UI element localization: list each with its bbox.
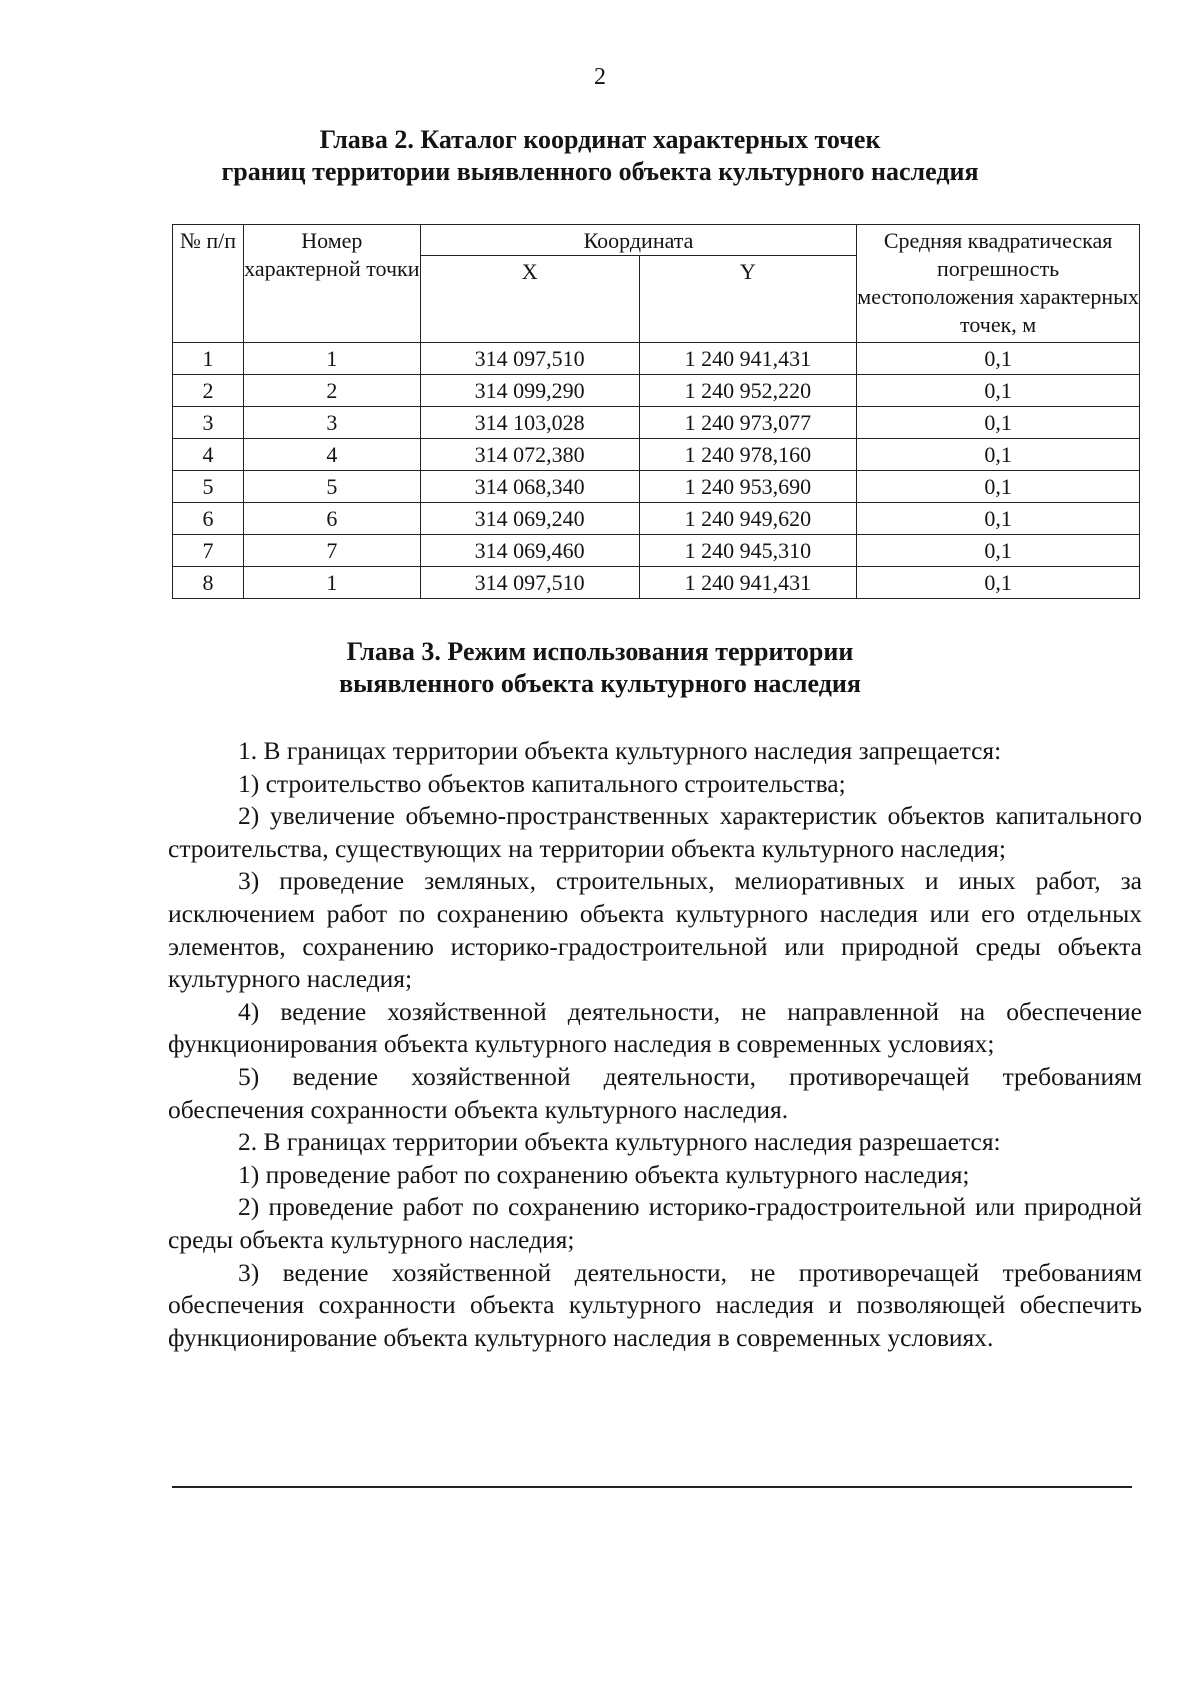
cell-x: 314 097,510: [420, 343, 639, 375]
header-y: Y: [639, 256, 857, 343]
closing-rule: [172, 1486, 1132, 1488]
cell-point: 3: [243, 407, 420, 439]
paragraph: 5) ведение хозяйственной деятельности, противоречащей требованиям обеспечения сохранности объекта культурного наследия.: [168, 1061, 1142, 1124]
cell-number: 6: [173, 503, 244, 535]
cell-point: 2: [243, 375, 420, 407]
cell-point: 1: [243, 343, 420, 375]
table-row: [173, 375, 1140, 407]
page-number: 2: [594, 64, 606, 90]
cell-x: 314 069,460: [420, 535, 639, 567]
paragraph: 4) ведение хозяйственной деятельности, не направленной на обеспечение функционирования объекта культурного наследия в современных условиях;: [168, 996, 1142, 1059]
paragraph: 3) ведение хозяйственной деятельности, не противоречащей требованиям обеспечения сохранности объекта культурного наследия и позволяющей обеспечить функционирование объекта культурного наследия в современных условиях.: [168, 1257, 1142, 1352]
table-row: [173, 407, 1140, 439]
paragraph: 2) увеличение объемно-пространственных характеристик объектов капитального строительства, существующих на территории объекта культурного наследия;: [168, 801, 1142, 863]
cell-point: 6: [243, 503, 420, 535]
cell-x: 314 068,340: [420, 471, 639, 503]
chapter-2-title: [0, 124, 1200, 188]
regime-text: [168, 735, 1142, 1354]
cell-point: 7: [243, 535, 420, 567]
cell-number: 3: [173, 407, 244, 439]
table-row: [173, 439, 1140, 471]
paragraph: 2. В границах территории объекта культурного наследия разрешается:: [238, 1127, 1001, 1157]
header-coordinate: Координата: [420, 225, 856, 256]
chapter-2-title-line1: Глава 2. Каталог координат характерных точек: [319, 125, 881, 154]
paragraph: 3) проведение земляных, строительных, мелиоративных и иных работ, за исключением работ по сохранению объекта культурного наследия или его отдельных элементов, сохранению историко-градостроительной или природной среды объекта культурного наследия;: [168, 866, 1142, 994]
table-row: [173, 343, 1140, 375]
cell-error: 0,1: [857, 567, 1140, 599]
cell-error: 0,1: [857, 471, 1140, 503]
header-x: X: [420, 256, 639, 343]
cell-y: 1 240 952,220: [639, 375, 857, 407]
table-row: [173, 471, 1140, 503]
cell-x: 314 103,028: [420, 407, 639, 439]
cell-y: 1 240 941,431: [639, 343, 857, 375]
table-row: [173, 535, 1140, 567]
cell-error: 0,1: [857, 503, 1140, 535]
chapter-2-title-line2: границ территории выявленного объекта культурного наследия: [221, 157, 979, 186]
table-body: [173, 343, 1140, 599]
cell-y: 1 240 978,160: [639, 439, 857, 471]
chapter-3-title-line2: выявленного объекта культурного наследия: [339, 669, 861, 698]
cell-point: 1: [243, 567, 420, 599]
cell-error: 0,1: [857, 375, 1140, 407]
cell-x: 314 072,380: [420, 439, 639, 471]
cell-x: 314 097,510: [420, 567, 639, 599]
cell-number: 2: [173, 375, 244, 407]
cell-number: 4: [173, 439, 244, 471]
paragraph: 1) строительство объектов капитального строительства;: [238, 768, 846, 798]
cell-y: 1 240 941,431: [639, 567, 857, 599]
cell-y: 1 240 953,690: [639, 471, 857, 503]
header-number: № п/п: [173, 225, 244, 343]
table-row: [173, 503, 1140, 535]
cell-point: 4: [243, 439, 420, 471]
cell-number: 8: [173, 567, 244, 599]
cell-number: 1: [173, 343, 244, 375]
cell-error: 0,1: [857, 439, 1140, 471]
table-row: [173, 567, 1140, 599]
chapter-3-title: [0, 636, 1200, 700]
coordinates-table: [172, 224, 1140, 599]
header-error: Средняя квадратическая погрешность местоположения характерных точек, м: [857, 225, 1140, 343]
paragraph: 1) проведение работ по сохранению объекта культурного наследия;: [238, 1159, 970, 1189]
cell-error: 0,1: [857, 407, 1140, 439]
cell-y: 1 240 973,077: [639, 407, 857, 439]
cell-y: 1 240 949,620: [639, 503, 857, 535]
cell-x: 314 099,290: [420, 375, 639, 407]
header-point: Номер характерной точки: [243, 225, 420, 343]
cell-error: 0,1: [857, 343, 1140, 375]
paragraph: 2) проведение работ по сохранению историко-градостроительной или природной среды объекта культурного наследия;: [168, 1192, 1142, 1254]
cell-number: 7: [173, 535, 244, 567]
cell-y: 1 240 945,310: [639, 535, 857, 567]
cell-number: 5: [173, 471, 244, 503]
cell-error: 0,1: [857, 535, 1140, 567]
paragraph: 1. В границах территории объекта культурного наследия запрещается:: [238, 736, 1002, 765]
chapter-3-title-line1: Глава 3. Режим использования территории: [346, 637, 854, 666]
cell-x: 314 069,240: [420, 503, 639, 535]
cell-point: 5: [243, 471, 420, 503]
